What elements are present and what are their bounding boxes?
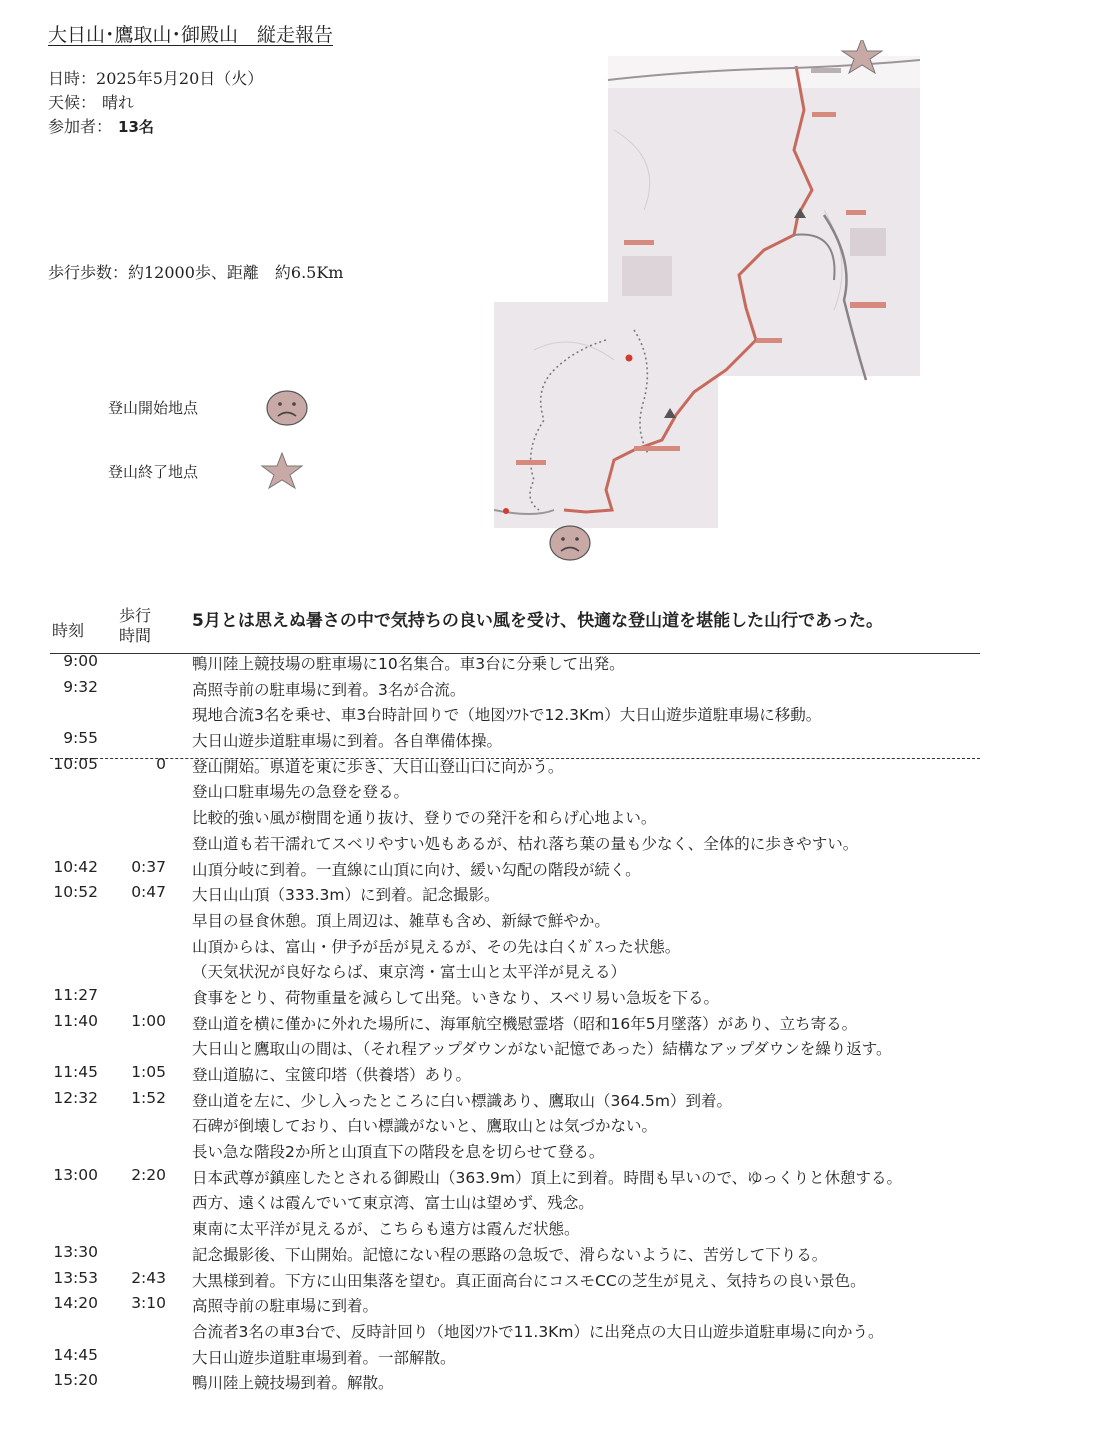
- date-value: 2025年5月20日（火）: [96, 69, 264, 88]
- row-description: 石碑が倒壊しており、白い標識がないと、鷹取山とは気づかない。: [192, 1117, 658, 1136]
- frown-face-icon: [264, 388, 310, 428]
- start-point-label: 登山開始地点: [108, 399, 199, 417]
- participants-value: 13名: [118, 118, 154, 136]
- row-description: 登山道を横に僅かに外れた場所に、海軍航空機慰霊塔（昭和16年5月墜落）があり、立ち寄る。: [192, 1014, 858, 1033]
- timeline-row: [0, 883, 1120, 909]
- timeline-row: [0, 652, 1120, 678]
- row-elapsed: 0: [156, 754, 166, 773]
- timeline-row: [0, 1371, 1120, 1397]
- row-time: 12:32: [53, 1088, 98, 1107]
- row-time: 11:40: [53, 1011, 98, 1030]
- row-description: 登山道脇に、宝篋印塔（供養塔）あり。: [192, 1066, 472, 1084]
- timeline-row: [0, 1114, 1120, 1140]
- row-time: 13:30: [53, 1242, 98, 1261]
- timeline-row: [0, 986, 1120, 1012]
- row-description: 高照寺前の駐車場に到着。3名が合流。: [192, 680, 466, 699]
- row-elapsed: 1:05: [131, 1063, 166, 1081]
- row-description: 記念撮影後、下山開始。記憶にない程の悪路の急坂で、滑らないように、苦労して下りる。: [192, 1245, 828, 1264]
- row-elapsed: 3:10: [131, 1294, 166, 1313]
- timeline-row: [0, 1063, 1120, 1089]
- timeline-row: [0, 1269, 1120, 1295]
- timeline-row: [0, 935, 1120, 961]
- col-header-elapsed-line2: 時間: [119, 626, 152, 645]
- weather-value: 晴れ: [102, 93, 135, 112]
- star-icon: [258, 450, 306, 490]
- timeline-row: [0, 909, 1120, 935]
- row-elapsed: 0:37: [131, 857, 166, 876]
- row-description: 大日山山頂（333.3m）に到着。記念撮影。: [192, 886, 500, 905]
- weather-line: [48, 92, 134, 114]
- row-time: 10:52: [53, 883, 98, 902]
- row-description: 大日山遊歩道駐車場に到着。各自準備体操。: [192, 732, 503, 751]
- timeline-row: [0, 1166, 1120, 1192]
- row-description: 高照寺前の駐車場に到着。: [192, 1297, 379, 1316]
- participants-line: [48, 116, 154, 138]
- timeline-row: [0, 858, 1120, 884]
- weather-label: 天候：: [48, 93, 97, 112]
- row-time: 14:45: [53, 1345, 98, 1364]
- col-header-elapsed: [119, 606, 151, 646]
- summary-text: 5月とは思えぬ暑さの中で気持ちの良い風を受け、快適な登山道を堪能した山行であった。: [192, 611, 883, 631]
- steps-line: 歩行歩数：約12000歩、距離 約6.5Km: [48, 263, 344, 282]
- date-label: 日時：: [48, 69, 97, 88]
- route-map: [494, 40, 920, 570]
- row-time: 11:45: [53, 1063, 98, 1081]
- row-description: 山頂からは、富山・伊予が岳が見えるが、その先は白くｶﾞｽった状態。: [192, 937, 681, 956]
- row-description: 合流者3名の車3台で、反時計回り（地図ｿﾌﾄで11.3Km）に出発点の大日山遊歩道駐車場に向かう。: [192, 1322, 884, 1341]
- row-time: 13:53: [53, 1268, 98, 1287]
- row-description: 鴨川陸上競技場の駐車場に10名集合。車3台に分乗して出発。: [192, 655, 625, 673]
- timeline-row: [0, 780, 1120, 806]
- timeline-row: [0, 1012, 1120, 1038]
- timeline-row: [0, 703, 1120, 729]
- row-elapsed: 1:00: [131, 1011, 166, 1030]
- timeline-row: [0, 1346, 1120, 1372]
- row-time: 9:55: [63, 729, 98, 748]
- timeline-row: [0, 729, 1120, 755]
- row-description: 登山口駐車場先の急登を登る。: [192, 783, 410, 802]
- row-elapsed: 2:20: [131, 1165, 166, 1184]
- row-description: 食事をとり、荷物重量を減らして出発。いきなり、スベリ易い急坂を下る。: [192, 988, 720, 1007]
- row-time: 15:20: [53, 1371, 98, 1390]
- timeline-row: [0, 1037, 1120, 1063]
- timeline-row: [0, 755, 1120, 781]
- row-description: 長い急な階段2か所と山頂直下の階段を息を切らせて登る。: [192, 1143, 605, 1162]
- timeline-row: [0, 1217, 1120, 1243]
- row-description: 現地合流3名を乗せ、車3台時計回りで（地図ｿﾌﾄで12.3Km）大日山遊歩道駐車場に移動。: [192, 706, 822, 725]
- row-time: 11:27: [53, 985, 98, 1004]
- row-description: 登山道を左に、少し入ったところに白い標識あり、鷹取山（364.5m）到着。: [192, 1091, 732, 1110]
- timeline-row: [0, 678, 1120, 704]
- row-time: 13:00: [53, 1165, 98, 1184]
- row-time: 9:00: [63, 652, 98, 670]
- date-line: [48, 68, 263, 90]
- row-time: 14:20: [53, 1294, 98, 1313]
- row-description: 大日山遊歩道駐車場到着。一部解散。: [192, 1348, 456, 1367]
- row-time: 10:42: [53, 857, 98, 876]
- timeline-row: [0, 806, 1120, 832]
- row-description: 鴨川陸上競技場到着。解散。: [192, 1374, 394, 1393]
- col-header-time: 時刻: [52, 621, 85, 640]
- timeline-row: [0, 1243, 1120, 1269]
- row-time: 10:05: [53, 754, 98, 773]
- row-description: 日本武尊が鎮座したとされる御殿山（363.9m）頂上に到着。時間も早いので、ゆっくりと休憩する。: [192, 1168, 903, 1187]
- timeline-log: [0, 652, 1120, 1397]
- row-description: 登山開始。県道を東に歩き、大日山登山口に向かう。: [192, 757, 564, 776]
- row-description: 西方、遠くは霞んでいて東京湾、富士山は望めず、残念。: [192, 1194, 594, 1213]
- report-title: 大日山･鷹取山･御殿山 縦走報告: [48, 24, 334, 46]
- row-elapsed: 2:43: [131, 1268, 166, 1287]
- row-description: 登山道も若干濡れてスベリやすい処もあるが、枯れ落ち葉の量も少なく、全体的に歩きやすい。: [192, 834, 859, 853]
- timeline-row: [0, 1089, 1120, 1115]
- row-description: 比較的強い風が樹間を通り抜け、登りでの発汗を和らげ心地よい。: [192, 809, 657, 828]
- row-description: 早目の昼食休憩。頂上周辺は、雑草も含め、新緑で鮮やか。: [192, 911, 610, 930]
- row-description: 東南に太平洋が見えるが、こちらも遠方は霞んだ状態。: [192, 1220, 580, 1239]
- timeline-row: [0, 832, 1120, 858]
- row-description: 山頂分岐に到着。一直線に山頂に向け、緩い勾配の階段が続く。: [192, 860, 641, 879]
- row-description: 大黒様到着。下方に山田集落を望む。真正面高台にコスモCCの芝生が見え、気持ちの良い景色。: [192, 1271, 866, 1290]
- timeline-row: [0, 1191, 1120, 1217]
- row-description: 大日山と鷹取山の間は、（それ程アップダウンがない記憶であった）結構なアップダウンを繰り返す。: [192, 1040, 892, 1059]
- row-time: 9:32: [63, 677, 98, 696]
- timeline-row: [0, 1294, 1120, 1320]
- timeline-row: [0, 1140, 1120, 1166]
- timeline-row: [0, 1320, 1120, 1346]
- participants-label: 参加者：: [48, 117, 113, 136]
- row-elapsed: 1:52: [131, 1088, 166, 1107]
- timeline-row: [0, 960, 1120, 986]
- row-description: （天気状況が良好ならば、東京湾・富士山と太平洋が見える）: [192, 963, 627, 982]
- col-header-elapsed-line1: 歩行: [119, 606, 152, 625]
- row-elapsed: 0:47: [131, 883, 166, 902]
- end-point-label: 登山終了地点: [108, 463, 199, 481]
